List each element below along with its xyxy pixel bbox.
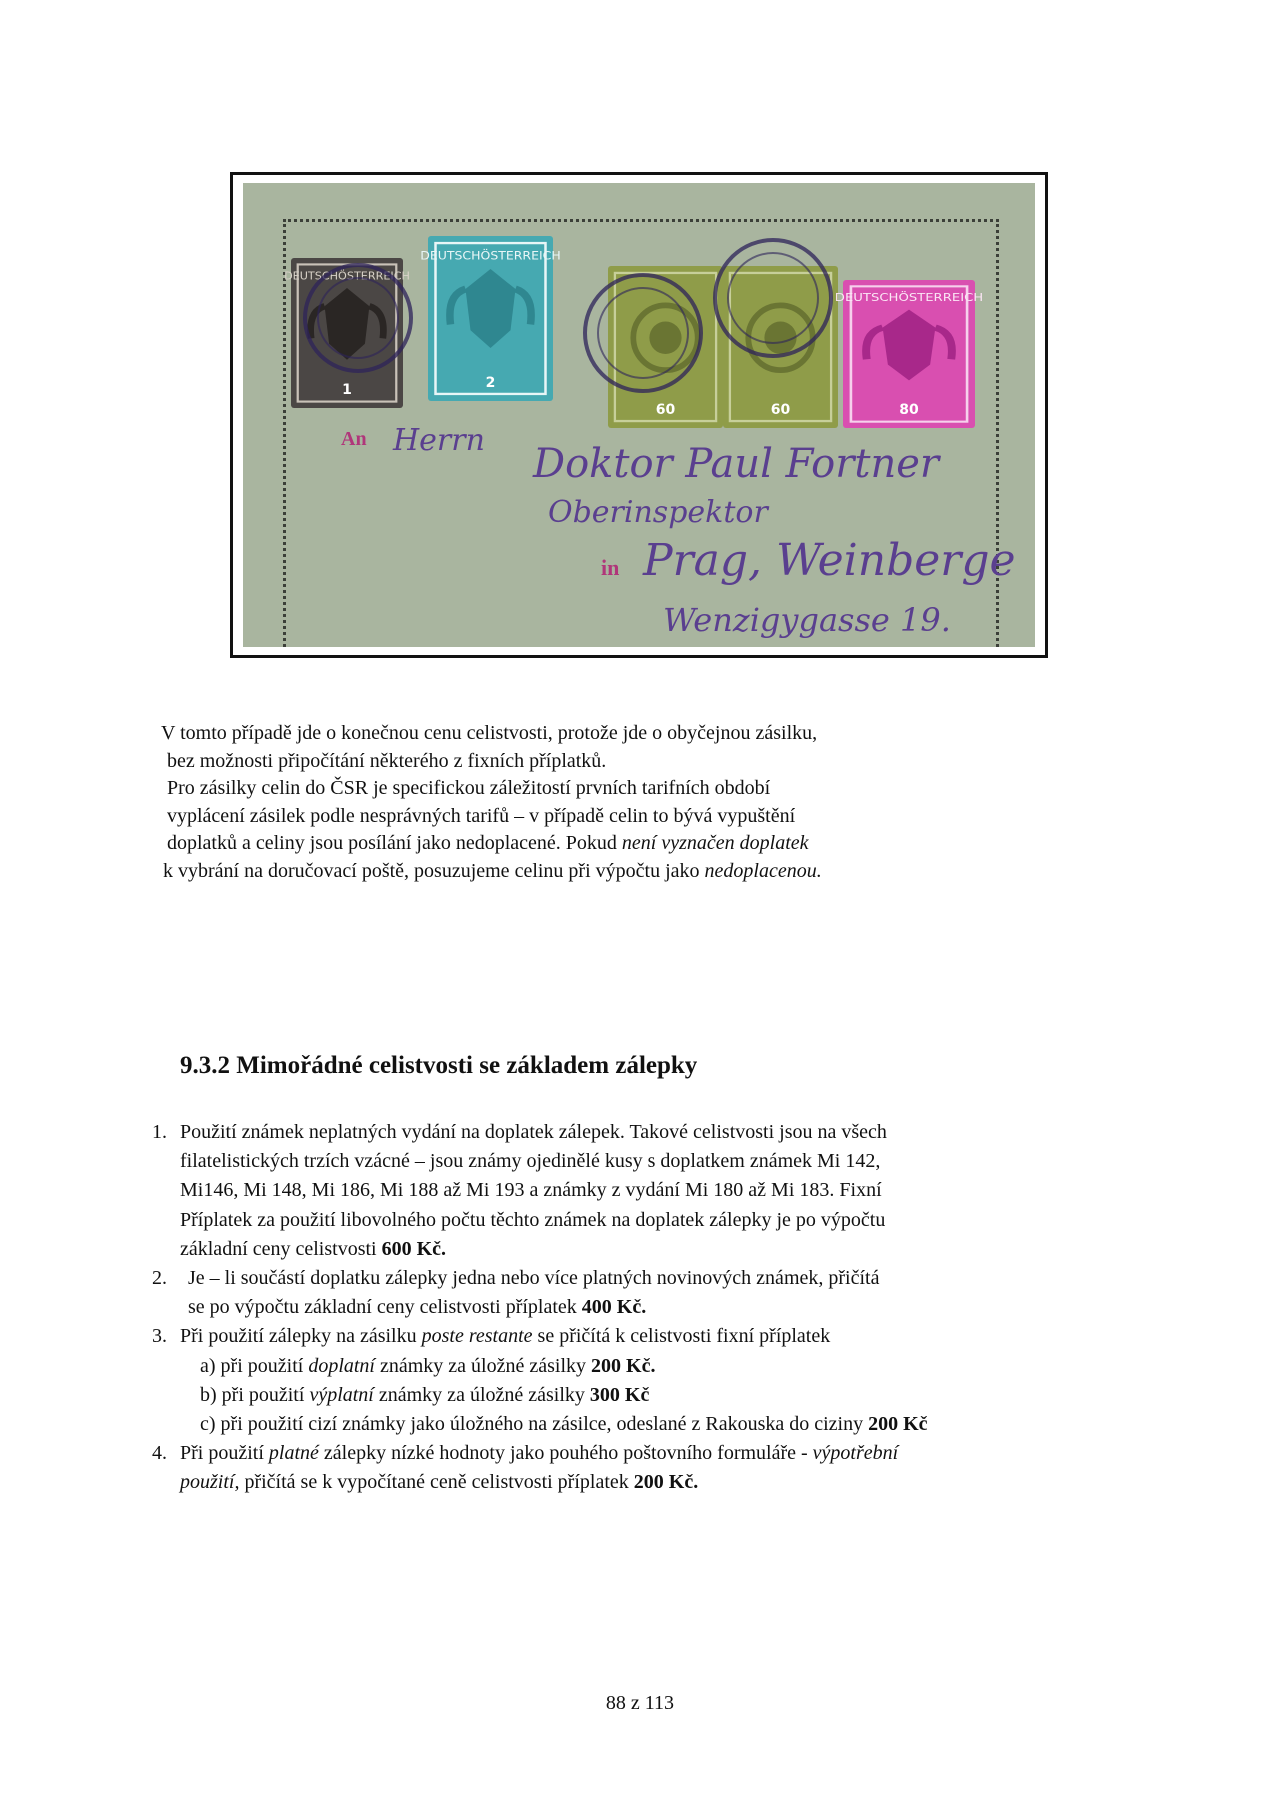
printed-an-label: An: [341, 428, 367, 450]
postmark-cancel: [303, 263, 413, 373]
text-span: b) při použití: [200, 1383, 310, 1406]
price: 200 Kč.: [633, 1471, 699, 1494]
text-span: přičítá se k vypočítané ceně celistvosti příplatek: [239, 1471, 634, 1494]
printed-in-label: in: [601, 555, 620, 580]
handwritten-city: Prag, Weinberge: [643, 535, 1016, 586]
text-span: Při použití: [180, 1442, 269, 1465]
item-line: [180, 1235, 1152, 1264]
text-span: se přičítá k celistvosti fixní příplatek: [532, 1325, 831, 1348]
list-item: [152, 1118, 1152, 1264]
page-number: 88 z 113: [605, 1692, 675, 1714]
item-line: Příplatek za použití libovolného počtu těchto známek na doplatek zálepky je po výpočtu: [180, 1208, 886, 1231]
svg-text:DEUTSCHÖSTERREICH: DEUTSCHÖSTERREICH: [420, 248, 561, 263]
sub-item-c: [180, 1410, 1152, 1439]
italic-phrase: výpotřební: [812, 1442, 899, 1465]
item-line: [180, 1439, 1152, 1468]
svg-text:DEUTSCHÖSTERREICH: DEUTSCHÖSTERREICH: [834, 291, 984, 304]
surcharge-list: [152, 1118, 1152, 1498]
handwritten-title: Oberinspektor: [548, 495, 768, 530]
text-span: základní ceny celistvosti: [180, 1237, 382, 1260]
stamp-value: 60: [655, 402, 676, 418]
price: 200 Kč.: [591, 1354, 656, 1377]
paragraph-line: [158, 830, 1058, 858]
list-item: [152, 1322, 1152, 1439]
italic-phrase: není vyznačen doplatek: [621, 832, 809, 854]
price: 200 Kč: [868, 1413, 928, 1436]
italic-phrase: nedoplacenou.: [704, 859, 822, 882]
postmark-cancel: [583, 273, 703, 393]
italic-phrase: použití,: [180, 1471, 240, 1494]
stamp-value: 60: [770, 402, 791, 418]
item-line: [180, 1468, 1152, 1497]
italic-phrase: platné: [268, 1442, 319, 1465]
item-line: Mi146, Mi 148, Mi 186, Mi 188 až Mi 193 a známky z vydání Mi 180 až Mi 183. Fixní: [180, 1179, 882, 1202]
handwritten-salutation: Herrn: [393, 423, 485, 458]
price: 400 Kč.: [581, 1296, 647, 1319]
text-span: a) při použití: [200, 1354, 309, 1377]
italic-phrase: doplatní: [308, 1354, 375, 1377]
text-span: se po výpočtu základní ceny celistvosti příplatek: [188, 1296, 582, 1319]
paragraph-line: [158, 858, 1058, 886]
price: 300 Kč: [589, 1383, 650, 1406]
price: 600 Kč.: [381, 1237, 447, 1260]
description-paragraph: [158, 720, 1058, 885]
stamp-value: 80: [899, 402, 919, 418]
stamp-value: 2: [485, 375, 496, 391]
paragraph-line: bez možnosti připočítání některého z fixních příplatků.: [167, 749, 607, 772]
list-item: [152, 1264, 1152, 1322]
sub-item-b: [180, 1381, 1152, 1410]
stamp-value: 1: [342, 382, 352, 398]
italic-phrase: výplatní: [309, 1383, 374, 1406]
text-span: doplatků a celiny jsou posílání jako nedoplacené. Pokud: [167, 832, 622, 854]
handwritten-street: Wenzigygasse 19.: [663, 601, 951, 639]
text-span: známky za úložné zásilky: [374, 1354, 592, 1377]
item-line: [180, 1322, 1152, 1351]
list-item: [152, 1439, 1152, 1497]
item-line: filatelistických trzích vzácné – jsou známy ojedinělé kusy s doplatkem známek Mi 142,: [180, 1150, 881, 1173]
letter-card: [243, 183, 1035, 647]
paragraph-line: Pro zásilky celin do ČSR je specifickou záležitostí prvních tarifních období: [167, 777, 771, 799]
text-span: Při použití zálepky na zásilku: [180, 1325, 422, 1348]
postmark-cancel: [713, 238, 833, 358]
stamp-80-heller-imprint: [834, 280, 984, 428]
paragraph-line: V tomto případě jde o konečnou cenu celistvosti, protože jde o obyčejnou zásilku,: [161, 722, 818, 744]
list-number: 4.: [152, 1442, 167, 1465]
text-span: zálepky nízké hodnoty jako pouhého poštovního formuláře -: [318, 1442, 813, 1465]
list-number: 1.: [152, 1121, 167, 1143]
item-line: Je – li součástí doplatku zálepky jedna nebo více platných novinových známek, přičítá: [188, 1267, 880, 1290]
item-line: Použití známek neplatných vydání na doplatek zálepek. Takové celistvosti jsou na všech: [180, 1121, 887, 1143]
list-number: 3.: [152, 1325, 167, 1348]
stamp-2-kronen: [420, 236, 561, 401]
sub-item-a: [180, 1352, 1152, 1381]
handwritten-name: Doktor Paul Fortner: [533, 441, 940, 487]
letter-card-photo: [230, 172, 1048, 658]
text-span: c) při použití cizí známky jako úložného na zásilce, odeslané z Rakouska do ciziny: [200, 1413, 869, 1436]
section-heading: 9.3.2 Mimořádné celistvosti se základem zálepky: [180, 1052, 698, 1079]
italic-phrase: poste restante: [421, 1325, 533, 1348]
paragraph-line: vyplácení zásilek podle nesprávných tarifů – v případě celin to bývá vypuštění: [167, 804, 796, 827]
text-span: známky za úložné zásilky: [373, 1383, 590, 1406]
svg-text:DEUTSCHÖSTERREICH: DEUTSCHÖSTERREICH: [284, 269, 410, 283]
list-number: 2.: [152, 1267, 167, 1290]
text-span: k vybrání na doručovací poště, posuzujeme celinu při výpočtu jako: [163, 859, 705, 882]
item-line: [188, 1293, 1152, 1322]
